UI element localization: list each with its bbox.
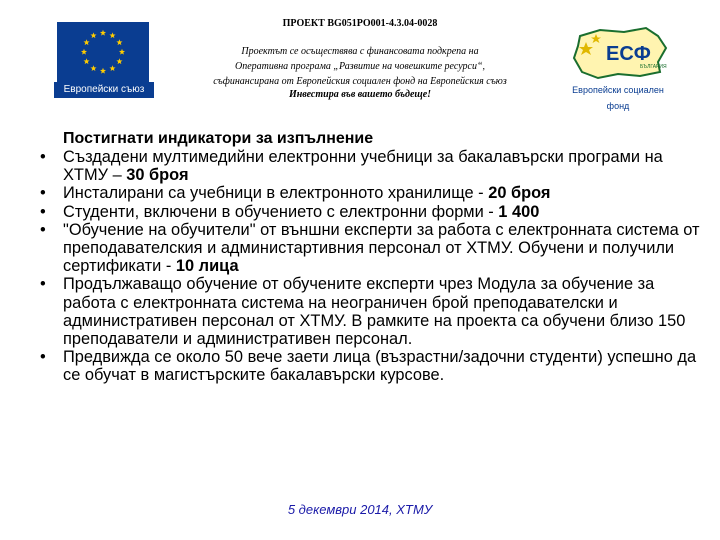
item-text: Създадени мултимедийни електронни учебници за бакалавърски програми на ХТМУ – <box>63 148 663 185</box>
item-value: 10 лица <box>175 257 239 276</box>
item-text: Студенти, включени в обучението с електронни форми - <box>63 202 499 221</box>
item-value: 1 400 <box>498 202 540 221</box>
esf-logo-text: ЕСФ <box>606 43 651 65</box>
slogan: Инвестира във вашето бъдеще! <box>288 89 432 100</box>
item-text: Продължаващо обучение от обучените експерти чрез Модула за обучение за работа с електронната система на неограничен брой преподавателски и административен персонал от ХТМУ. В рамките на проекта са обучени близо 150 преподаватели и административен персонал. <box>63 275 686 349</box>
list-item <box>40 203 700 221</box>
funding-line: съфинансирана от Европейския социален фонд на Европейския съюз <box>213 76 507 87</box>
eu-logo-caption: Европейски съюз <box>54 82 154 98</box>
list-item <box>40 348 700 384</box>
esf-logo-caption: Европейски социален фонд <box>572 85 664 111</box>
esf-logo <box>562 22 674 111</box>
funding-line: Проектът се осъществява с финансовата подкрепа на <box>241 46 479 57</box>
item-value: 20 броя <box>488 184 551 203</box>
eu-flag-icon <box>57 22 149 82</box>
main-content <box>40 130 700 385</box>
section-heading: Постигнати индикатори за изпълнение <box>63 130 374 147</box>
footer-date: 5 декември 2014, ХТМУ <box>287 502 433 517</box>
esf-logo-subtext: БЪЛГАРИЯ <box>640 64 667 70</box>
list-item <box>40 184 700 202</box>
eu-logo <box>54 22 154 98</box>
list-item <box>40 275 700 348</box>
funding-line: Оперативна програма „Развитие на човешките ресурси“, <box>234 61 486 72</box>
indicator-list <box>40 148 700 385</box>
item-value: 30 броя <box>126 166 189 185</box>
item-text: Инсталирани са учебници в електронното хранилище - <box>63 184 489 203</box>
project-code: ПРОЕКТ BG051PO001-4.3.04-0028 <box>282 18 438 29</box>
funding-statement <box>170 44 550 89</box>
list-item <box>40 221 700 276</box>
item-text: "Обучение на обучители" от външни експерти за работа с електронната система от преподавателския и администартивния персонал от ХТМУ. Обучени и получили сертификати - <box>63 220 700 276</box>
list-item <box>40 148 700 184</box>
item-text: Предвижда се около 50 вече заети лица (възрастни/задочни студенти) успешно да се обучат в магистърските бакалавърски курсове. <box>63 348 697 385</box>
esf-logo-icon <box>562 22 674 82</box>
header <box>0 0 720 120</box>
